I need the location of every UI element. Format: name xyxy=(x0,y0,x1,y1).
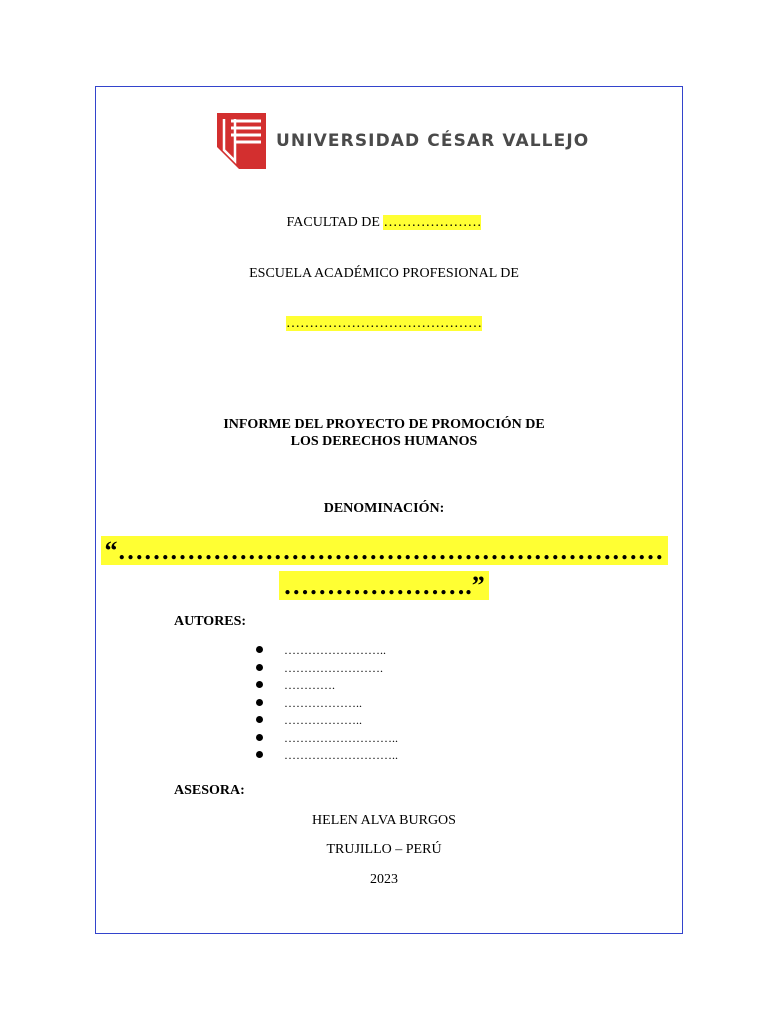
faculty-label: FACULTAD DE xyxy=(286,215,380,230)
author-item xyxy=(256,642,398,660)
author-name: …………………….. xyxy=(284,643,386,657)
bullet-icon xyxy=(256,734,263,741)
bullet-icon xyxy=(256,699,263,706)
bullet-icon xyxy=(256,681,263,688)
faculty-blank: ………………… xyxy=(383,215,482,230)
bullet-icon xyxy=(256,716,263,723)
year: 2023 xyxy=(370,872,398,887)
author-name: ……………………. xyxy=(284,660,383,675)
author-item xyxy=(256,677,398,695)
author-item xyxy=(256,747,398,765)
author-name: ……………….. xyxy=(284,695,362,710)
authors-list xyxy=(256,642,398,765)
author-item xyxy=(256,660,398,678)
advisor-label: ASESORA: xyxy=(174,783,245,798)
faculty-line xyxy=(0,215,768,231)
author-name: ……………………….. xyxy=(284,730,398,745)
report-title-line1: INFORME DEL PROYECTO DE PROMOCIÓN DE xyxy=(223,417,545,432)
author-name: ……………….. xyxy=(284,713,362,727)
denomination-blank2: ………………….” xyxy=(279,571,489,600)
authors-label: AUTORES: xyxy=(174,614,247,629)
bullet-icon xyxy=(256,664,263,671)
denomination-label: DENOMINACIÓN: xyxy=(323,501,445,516)
school-blank-line xyxy=(0,316,768,332)
school-label: ESCUELA ACADÉMICO PROFESIONAL DE xyxy=(249,266,519,281)
location: TRUJILLO – PERÚ xyxy=(326,842,442,857)
denomination-blank1: “……………………………………………………… xyxy=(101,536,668,565)
bullet-icon xyxy=(256,751,263,758)
university-name: UNIVERSIDAD CÉSAR VALLEJO xyxy=(276,131,590,151)
denomination-line1 xyxy=(0,534,768,568)
denomination-line2 xyxy=(0,569,768,603)
school-blank: …………………………………… xyxy=(286,316,482,331)
author-name: ……………………….. xyxy=(284,748,398,762)
author-item xyxy=(256,712,398,730)
bullet-icon xyxy=(256,646,263,653)
author-item xyxy=(256,730,398,748)
author-name: …………. xyxy=(284,678,335,692)
report-title-line2: LOS DERECHOS HUMANOS xyxy=(290,434,478,449)
advisor-name: HELEN ALVA BURGOS xyxy=(312,813,456,828)
author-item xyxy=(256,695,398,713)
